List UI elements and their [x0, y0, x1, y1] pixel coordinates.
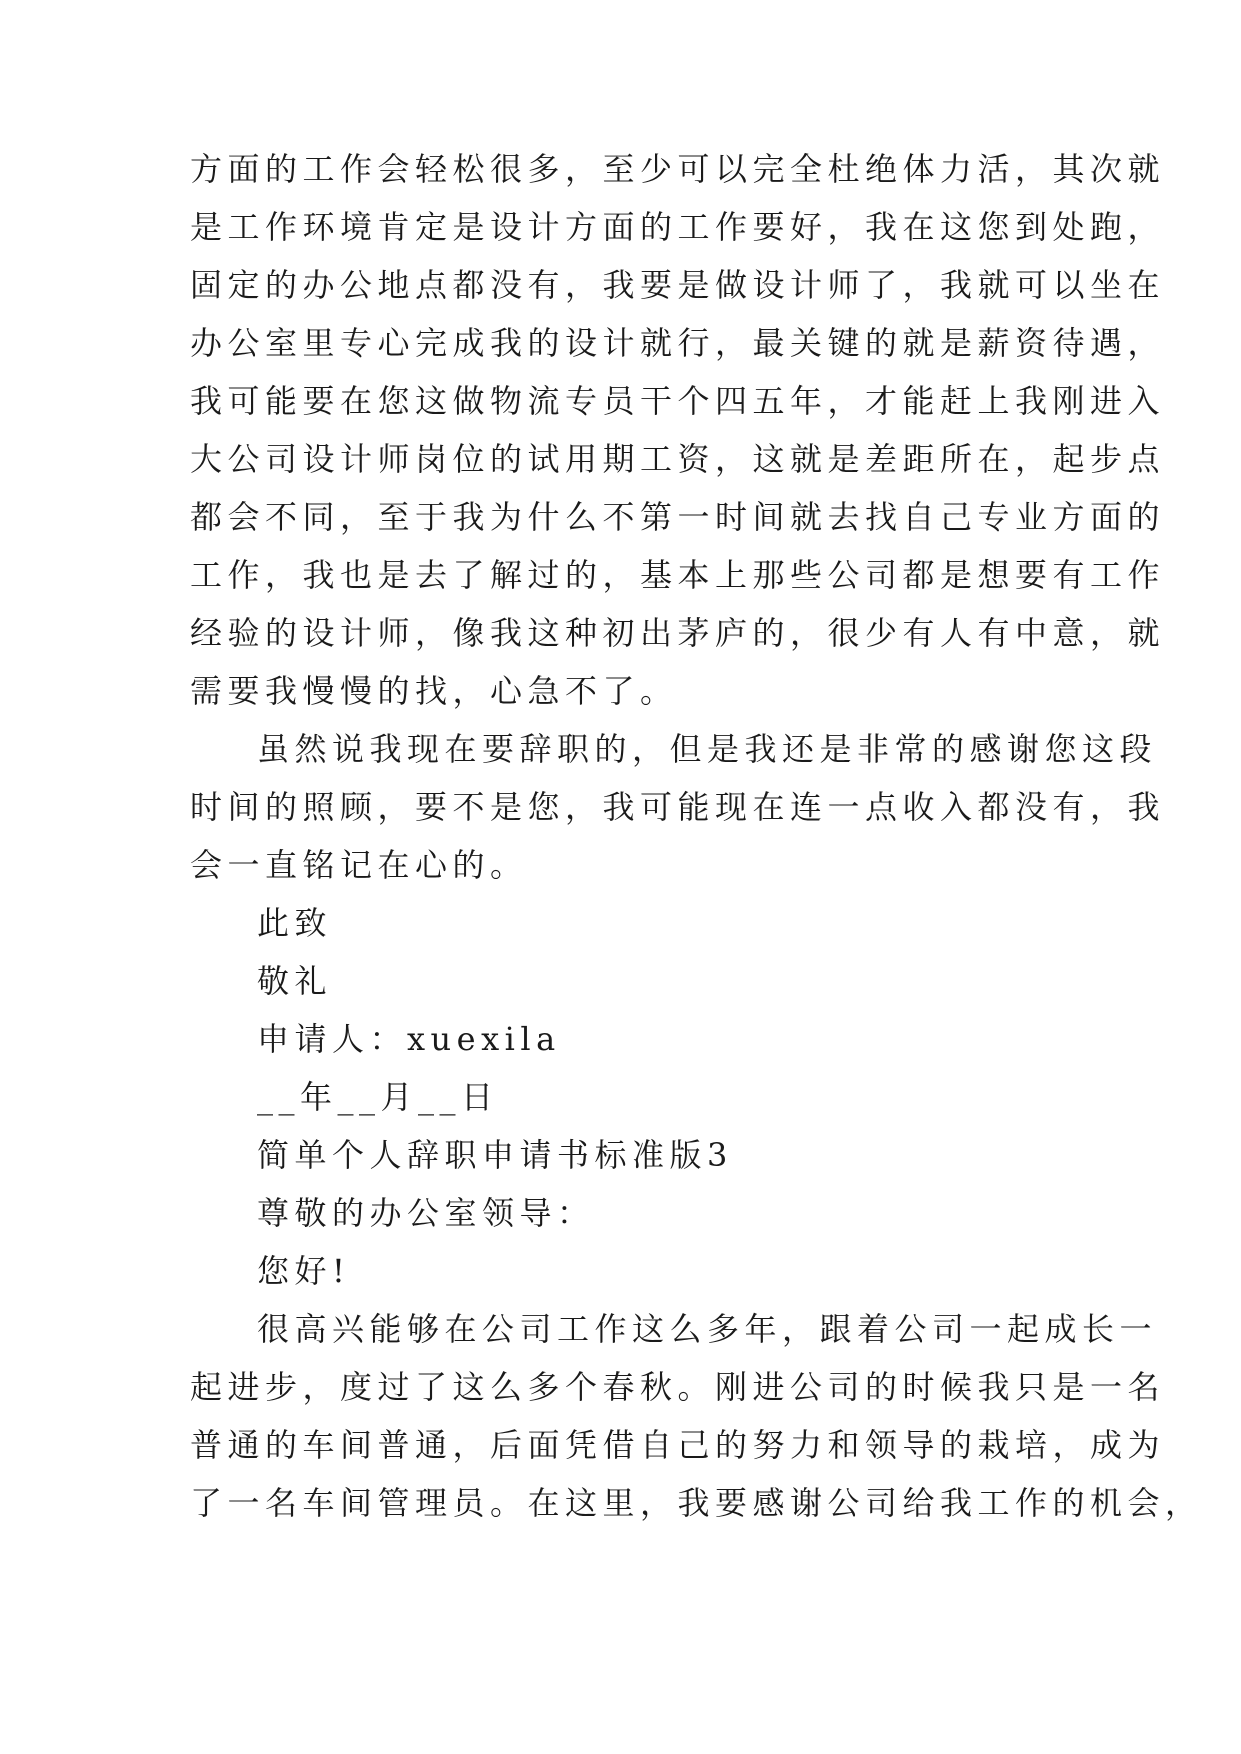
text-line: 需要我慢慢的找，心急不了。 [190, 672, 678, 710]
date-line: __年__月__日 [257, 1078, 499, 1116]
text-line: 办公室里专心完成我的设计就行，最关键的就是薪资待遇， [190, 324, 1166, 362]
applicant-line: 申请人：xuexila [257, 1020, 561, 1058]
text-line: 都会不同，至于我为什么不第一时间就去找自己专业方面的 [190, 498, 1166, 536]
salutation: 尊敬的办公室领导： [257, 1194, 595, 1232]
closing-line: 此致 [257, 904, 333, 942]
text-line: 虽然说我现在要辞职的，但是我还是非常的感谢您这段 [257, 730, 1158, 768]
closing-line: 敬礼 [257, 962, 333, 1000]
text-line: 固定的办公地点都没有，我要是做设计师了，我就可以坐在 [190, 266, 1166, 304]
text-line: 普通的车间普通，后面凭借自己的努力和领导的栽培，成为 [190, 1426, 1166, 1464]
text-line: 我可能要在您这做物流专员干个四五年，才能赶上我刚进入 [190, 382, 1166, 420]
text-line: 经验的设计师，像我这种初出茅庐的，很少有人有中意，就 [190, 614, 1166, 652]
text-line: 了一名车间管理员。在这里，我要感谢公司给我工作的机会， [190, 1484, 1203, 1522]
text-line: 很高兴能够在公司工作这么多年，跟着公司一起成长一 [257, 1310, 1158, 1348]
text-line: 起进步，度过了这么多个春秋。刚进公司的时候我只是一名 [190, 1368, 1166, 1406]
text-line: 方面的工作会轻松很多，至少可以完全杜绝体力活，其次就 [190, 150, 1166, 188]
text-line: 时间的照顾，要不是您，我可能现在连一点收入都没有，我 [190, 788, 1166, 826]
text-line: 大公司设计师岗位的试用期工资，这就是差距所在，起步点 [190, 440, 1166, 478]
text-line: 会一直铭记在心的。 [190, 846, 528, 884]
section-title: 简单个人辞职申请书标准版3 [257, 1136, 733, 1174]
text-line: 是工作环境肯定是设计方面的工作要好，我在这您到处跑， [190, 208, 1166, 246]
text-line: 工作，我也是去了解过的，基本上那些公司都是想要有工作 [190, 556, 1166, 594]
greeting: 您好! [257, 1252, 351, 1290]
